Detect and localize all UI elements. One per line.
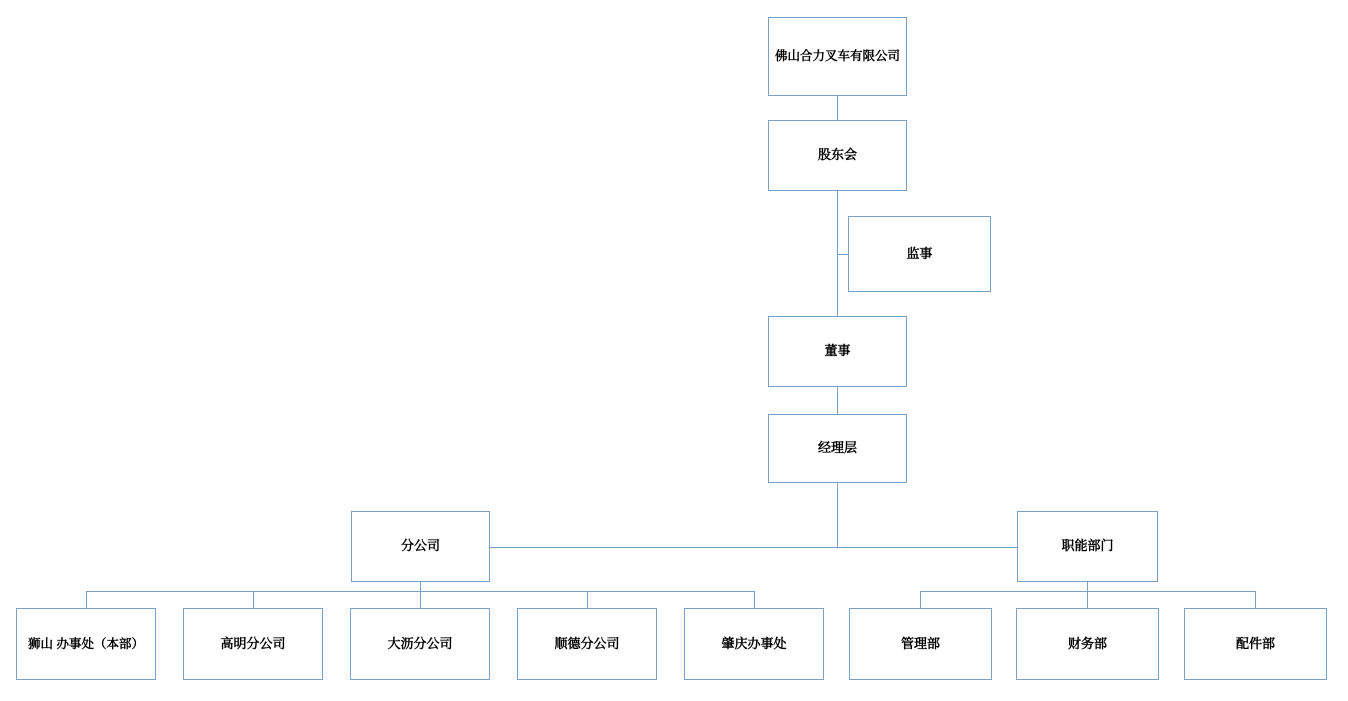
node-shareholders[interactable]: 股东会: [768, 120, 907, 191]
connector-management-down: [837, 483, 838, 547]
node-management-dept[interactable]: 管理部: [849, 608, 992, 680]
node-finance-dept[interactable]: 财务部: [1016, 608, 1159, 680]
connector-functions-peijian: [1255, 591, 1256, 608]
connector-functions-drop: [1087, 582, 1088, 591]
connector-company-shareholders: [837, 96, 838, 120]
connector-branches-dali: [420, 591, 421, 608]
node-supervisor[interactable]: 监事: [848, 216, 991, 292]
connector-management-functions: [837, 547, 1017, 548]
connector-functions-guanli: [920, 591, 921, 608]
connector-branches-shunde: [587, 591, 588, 608]
node-gaoming-branch[interactable]: 高明分公司: [183, 608, 323, 680]
connector-shareholders-supervisor: [837, 254, 848, 255]
node-management[interactable]: 经理层: [768, 414, 907, 483]
node-functions[interactable]: 职能部门: [1017, 511, 1158, 582]
connector-branches-zhaoqing: [754, 591, 755, 608]
node-company[interactable]: 佛山合力叉车有限公司: [768, 17, 907, 96]
node-director[interactable]: 董事: [768, 316, 907, 387]
connector-branches-shishan: [86, 591, 87, 608]
node-branches[interactable]: 分公司: [351, 511, 490, 582]
connector-branches-gaoming: [253, 591, 254, 608]
connector-functions-caiwu: [1087, 591, 1088, 608]
connector-director-management: [837, 387, 838, 414]
connector-management-branches: [490, 547, 837, 548]
node-shishan-office[interactable]: 狮山 办事处（本部）: [16, 608, 156, 680]
connector-branches-drop: [420, 582, 421, 591]
node-shunde-branch[interactable]: 顺德分公司: [517, 608, 657, 680]
node-zhaoqing-office[interactable]: 肇庆办事处: [684, 608, 824, 680]
node-parts-dept[interactable]: 配件部: [1184, 608, 1327, 680]
node-dali-branch[interactable]: 大沥分公司: [350, 608, 490, 680]
